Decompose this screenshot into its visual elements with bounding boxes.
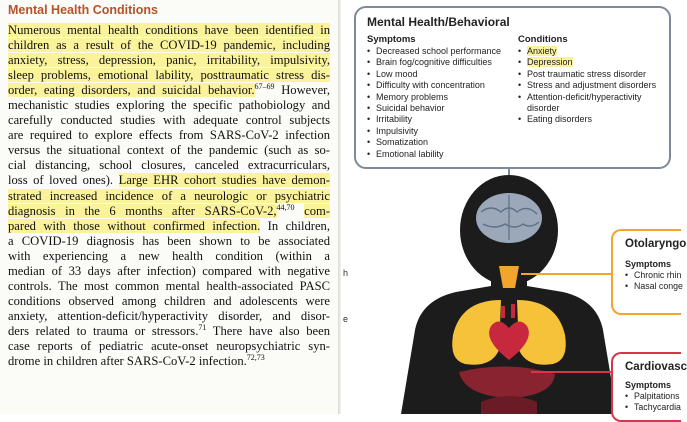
article-line [8,324,330,339]
text-run: case reports of pediatric acute-onset neuropsychiatric syn- [8,338,330,353]
condition-item [518,92,656,103]
highlighted-text: diagnosis in the 6 months after SARS-CoV-2, [8,203,277,218]
article-line [8,309,330,324]
text-run: versus the situational context of the pandemic (such as so- [8,143,330,158]
symptoms-heading: Symptoms [625,380,672,390]
symptom-item: • Impulsivity [367,126,501,137]
symptom-item: • Chronic rhin [625,270,683,281]
text-run: drome in children after SARS-CoV-2 infection. [8,354,247,369]
highlighted-text: sleep problems, emotional lability, posttraumatic stress dis- [8,68,330,83]
highlighted-text: pared with those without confirmed infection. [8,218,261,233]
symptoms-heading: Symptoms [367,34,416,45]
highlighted-text: com- [304,203,330,218]
article-line [8,294,330,309]
condition-item [518,80,656,91]
symptom-item: • Nasal conge [625,281,683,292]
highlighted-condition: Depression [527,57,573,68]
article-line [8,53,330,68]
mental-health-panel [354,6,671,169]
text-run: with experiencing a new health condition (within a [8,248,330,263]
text-run: loss of loved ones). [8,173,114,188]
cropped-label-fragment: e [343,314,349,324]
text-run: median of 33 days after infection) compared with negative [8,263,330,278]
highlighted-text: anxiety, stress, depression, panic, irritability, impulsivity, [8,53,330,68]
highlighted-text: children as a result of the COVID-19 pandemic, including [8,38,330,53]
article-body [8,23,330,369]
highlighted-text: Numerous mental health conditions have been identified in [8,23,330,37]
text-run: carefully conducted studies with adequate control subjects [8,113,330,128]
article-line [8,354,330,369]
text-run: mechanistic studies exploring the specific pathobiology and [8,98,330,113]
panel-title: Mental Health/Behavioral [367,15,510,29]
citation-superscript: 44,70 [276,202,295,212]
article-line [8,23,330,38]
condition-label: Eating disorders [527,114,593,125]
text-run: anxiety, attention-deficit/hyperactivity disorder, and disor- [8,308,330,323]
condition-label: Attention-deficit/hyperactivity [527,91,642,102]
symptoms-heading: Symptoms [625,259,672,269]
symptom-item: • Irritability [367,114,501,125]
article-line [8,113,330,128]
article-line [8,143,330,158]
citation-superscript: 71 [198,322,207,332]
text-run: conditions observed among children and adolescents were [8,293,330,308]
highlighted-text: Large EHR cohort studies have demon- [118,173,330,188]
text-run: controls. The most common mental health-associated PASC [8,278,330,293]
article-line [8,264,330,279]
article-line [8,173,330,188]
text-run: are required to explore effects from SARS-CoV-2 infection [8,128,330,143]
condition-label: disorder [527,103,560,114]
symptom-item: • Palpitations [625,391,681,402]
conditions-list [518,46,656,126]
article-page [0,0,338,414]
article-line [8,83,330,98]
condition-item [518,57,656,68]
symptom-item: • Low mood [367,69,501,80]
symptom-item: • Difficulty with concentration [367,80,501,91]
conditions-heading: Conditions [518,34,568,45]
article-line [8,339,330,354]
article-line [8,219,330,234]
symptom-item: • Emotional lability [367,149,501,160]
highlighted-text: strated increased incidence of a neurologic or psychiatric [8,188,330,203]
symptoms-list [367,46,501,160]
article-line [8,204,330,219]
symptom-item: • Decreased school performance [367,46,501,57]
condition-label: Post traumatic stress disorder [527,68,647,79]
symptom-item: • Tachycardia [625,402,681,413]
symptoms-list [625,270,683,292]
text-run: cial distancing, school closures, canceled extracurriculars, [8,158,330,173]
article-line [8,189,330,204]
article-line [8,158,330,173]
cardiovascular-panel [611,352,687,422]
otolaryngology-panel [611,229,687,315]
cropped-label-fragment: h [343,268,349,278]
infographic [341,0,687,414]
condition-item [518,69,656,80]
condition-item [518,46,656,57]
article-line [8,279,330,294]
section-heading: Mental Health Conditions [8,3,158,17]
article-line [8,98,330,113]
panel-title: Otolaryngo [625,238,687,250]
symptom-item: • Somatization [367,137,501,148]
text-run: a COVID-19 diagnosis has been shown to be associated [8,233,330,248]
symptoms-list [625,391,681,413]
text-run: ders related to trauma or stressors. [8,323,199,338]
symptom-item: • Suicidal behavior [367,103,501,114]
highlighted-condition: Anxiety [527,46,557,56]
citation-superscript: 72,73 [246,352,265,362]
text-run: In children, [260,218,330,233]
highlighted-text: order, eating disorders, and suicidal behavior. [8,83,255,98]
citation-superscript: 67–69 [254,82,275,91]
article-line [8,234,330,249]
condition-label: Stress and adjustment disorders [527,80,657,91]
article-line [8,249,330,264]
text-run: There have also been [206,323,330,338]
condition-item [518,114,656,125]
brain-icon [476,193,542,243]
article-line [8,68,330,83]
panel-title: Cardiovasc [625,361,687,373]
article-line [8,128,330,143]
symptom-item: • Brain fog/cognitive difficulties [367,57,501,68]
text-run: However, [274,83,331,98]
article-line [8,38,330,53]
condition-item [518,103,656,114]
symptom-item: • Memory problems [367,92,501,103]
